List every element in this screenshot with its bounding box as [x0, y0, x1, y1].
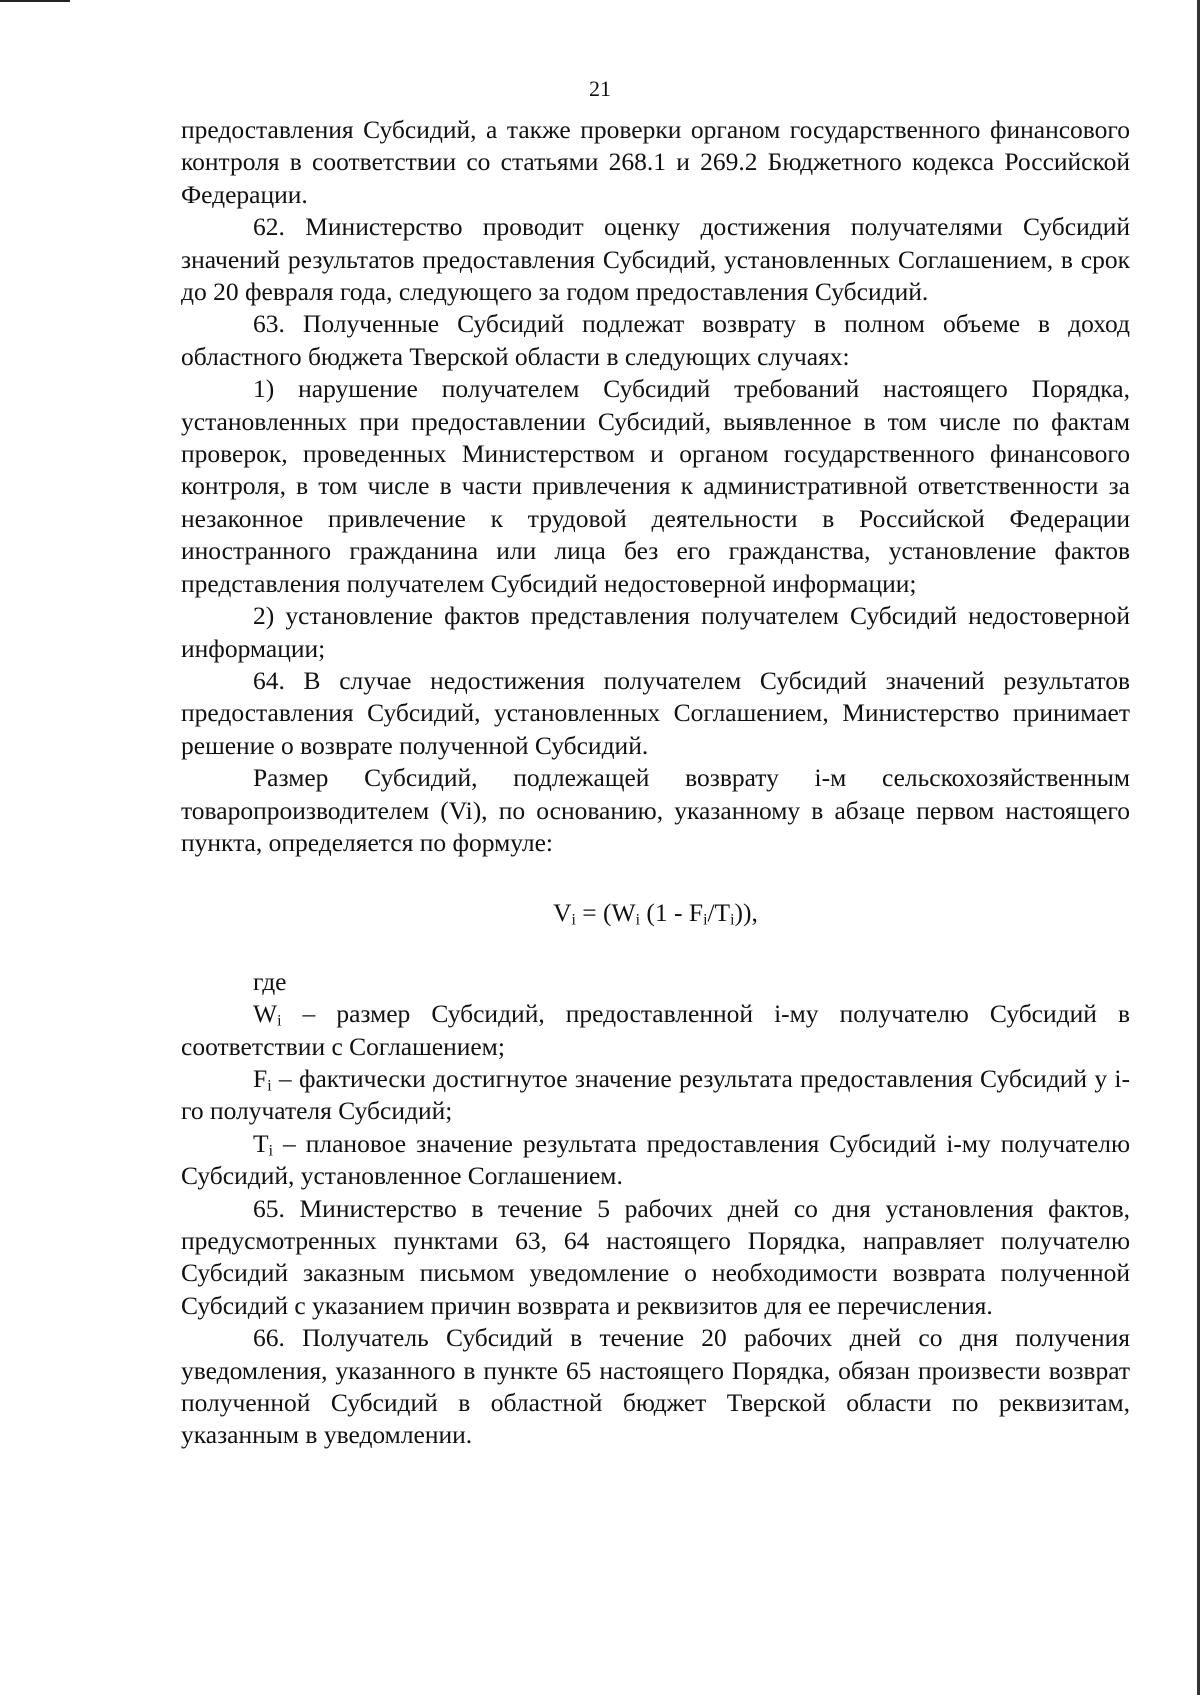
definition-f: [181, 1063, 1130, 1128]
definition-w: [181, 998, 1130, 1063]
formula-eq: = (W: [575, 898, 636, 928]
paragraph-66: 66. Получатель Субсидий в течение 20 рабочих дней со дня получения уведомления, указанного в пункте 65 настоящего Порядка, обязан произвести возврат полученной Субсидий в областной бюджет Тверской области по реквизитам, указанным в уведомлении.: [181, 1323, 1130, 1450]
definition-t-symbol: T: [253, 1128, 269, 1158]
definition-f-subscript: i: [267, 1077, 272, 1095]
definition-t-subscript: i: [268, 1142, 273, 1160]
formula-v: V: [553, 898, 572, 928]
definition-w-symbol: W: [253, 999, 278, 1029]
definition-f-text: – фактически достигнутое значение результата предоставления Субсидий у i-го получателя Субсидий;: [181, 1063, 1130, 1126]
definition-f-symbol: F: [253, 1063, 268, 1093]
formula-end: )),: [734, 898, 758, 928]
formula-mid: (1 - F: [640, 898, 704, 928]
formula-sub-4: i: [730, 911, 735, 929]
definition-t-text: – плановое значение результата предоставления Субсидий i-му получателю Субсидий, установленное Соглашением.: [181, 1128, 1130, 1191]
formula-sub-1: i: [571, 911, 576, 929]
formula-slash: /T: [707, 898, 731, 928]
formula-sub-2: i: [635, 911, 641, 929]
paragraph-62: 62. Министерство проводит оценку достижения получателями Субсидий значений результатов предоставления Субсидий, установленных Соглашением, в срок до 20 февраля года, следующего за годом предоставления Субсидий.: [181, 212, 1130, 307]
paragraph-63: 63. Полученные Субсидий подлежат возврату в полном объеме в доход областного бюджета Тверской области в следующих случаях:: [181, 309, 1130, 371]
paragraph-63-item-1: 1) нарушение получателем Субсидий требований настоящего Порядка, установленных при предоставлении Субсидий, выявленное в том числе по фактам проверок, проведенных Министерством и органом государственного финансового контроля, в том числе в части привлечения к административной ответственности за незаконное привлечение к трудовой деятельности в Российской Федерации иностранного гражданина или лица без его гражданства, установление фактов представления получателем Субсидий недостоверной информации;: [181, 374, 1130, 598]
document-body: [181, 114, 1130, 1452]
definition-w-subscript: i: [277, 1012, 282, 1030]
formula-sub-3: i: [703, 911, 708, 929]
refund-formula: [181, 897, 1130, 929]
paragraph-64: 64. В случае недостижения получателем Субсидий значений результатов предоставления Субсидий, установленных Соглашением, Министерство принимает решение о возврате полученной Субсидий.: [181, 665, 1130, 760]
page-number: 21: [589, 76, 611, 101]
paragraph-61-continuation: предоставления Субсидий, а также проверки органом государственного финансового контроля в соответствии со статьями 268.1 и 269.2 Бюджетного кодекса Российской Федерации.: [181, 115, 1130, 209]
definition-t: [181, 1128, 1130, 1193]
scan-edge-mark: [0, 0, 70, 2]
definition-w-text: – размер Субсидий, предоставленной i-му получателю Субсидий в соответствии с Соглашением;: [181, 999, 1130, 1061]
paragraph-65: 65. Министерство в течение 5 рабочих дней со дня установления фактов, предусмотренных пунктами 63, 64 настоящего Порядка, направляет получателю Субсидий заказным письмом уведомление о необходимости возврата полученной Субсидий с указанием причин возврата и реквизитов для ее перечисления.: [181, 1193, 1130, 1320]
paragraph-63-item-2: 2) установление фактов представления получателем Субсидий недостоверной информации;: [181, 601, 1130, 663]
where-label: где: [253, 966, 287, 996]
paragraph-64-refund-size: Размер Субсидий, подлежащей возврату i-м сельскохозяйственным товаропроизводителем (Vi), по основанию, указанному в абзаце первом настоящего пункта, определяется по формуле:: [181, 763, 1130, 857]
